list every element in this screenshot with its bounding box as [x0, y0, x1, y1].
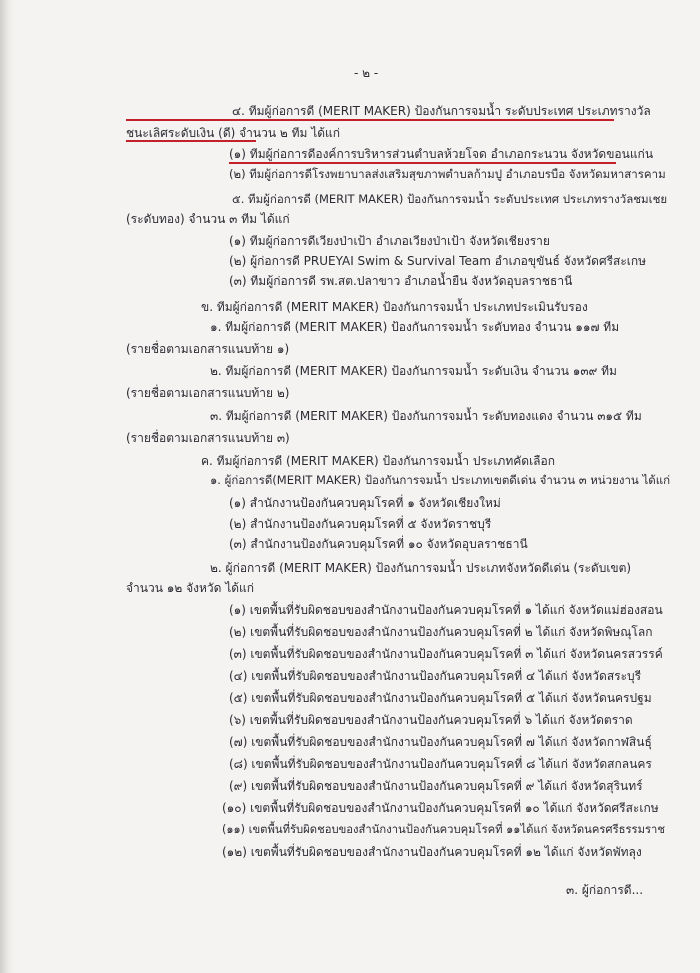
attachment-note: (รายชื่อตามเอกสารแนบท้าย ๒) — [126, 386, 290, 400]
list-item: (๘) เขตพื้นที่รับผิดชอบของสำนักงานป้องกันควบคุมโรคที่ ๘ ได้แก่ จังหวัดสกลนคร — [229, 757, 652, 771]
list-item: (๑) ทีมผู้ก่อการดีเวียงป่าเป้า อำเภอเวียงป่าเป้า จังหวัดเชียงราย — [229, 234, 550, 248]
red-underline-1 — [126, 119, 614, 121]
red-underline-2 — [126, 140, 256, 142]
list-item: (๔) เขตพื้นที่รับผิดชอบของสำนักงานป้องกันควบคุมโรคที่ ๔ ได้แก่ จังหวัดสระบุรี — [229, 669, 642, 683]
list-item: (๒) เขตพื้นที่รับผิดชอบของสำนักงานป้องกันควบคุมโรคที่ ๒ ได้แก่ จังหวัดพิษณุโลก — [229, 625, 653, 639]
section-b-heading: ข. ทีมผู้ก่อการดี (MERIT MAKER) ป้องกันการจมน้ำ ประเภทประเมินรับรอง — [201, 300, 588, 314]
item-5-heading-cont: (ระดับทอง) จำนวน ๓ ทีม ได้แก่ — [126, 212, 290, 226]
section-c-item: ๑. ผู้ก่อการดี(MERIT MAKER) ป้องกันการจมน้ำ ประเภทเขตดีเด่น จำนวน ๓ หน่วยงาน ได้แก่ — [210, 473, 671, 487]
continuation-marker: ๓. ผู้ก่อการดี... — [566, 883, 644, 897]
section-b-item: ๓. ทีมผู้ก่อการดี (MERIT MAKER) ป้องกันการจมน้ำ ระดับทองแดง จำนวน ๓๑๕ ทีม — [210, 409, 642, 423]
list-item: (๖) เขตพื้นที่รับผิดชอบของสำนักงานป้องกันควบคุมโรคที่ ๖ ได้แก่ จังหวัดตราด — [229, 713, 633, 727]
list-item: (๓) สำนักงานป้องกันควบคุมโรคที่ ๑๐ จังหวัดอุบลราชธานี — [229, 537, 528, 551]
list-item: (๒) สำนักงานป้องกันควบคุมโรคที่ ๕ จังหวัดราชบุรี — [229, 517, 492, 531]
section-b-item: ๒. ทีมผู้ก่อการดี (MERIT MAKER) ป้องกันการจมน้ำ ระดับเงิน จำนวน ๑๓๙ ทีม — [210, 364, 617, 378]
section-c-heading: ค. ทีมผู้ก่อการดี (MERIT MAKER) ป้องกันการจมน้ำ ประเภทคัดเลือก — [201, 454, 555, 468]
section-b-item: ๑. ทีมผู้ก่อการดี (MERIT MAKER) ป้องกันการจมน้ำ ระดับทอง จำนวน ๑๑๗ ทีม — [210, 320, 620, 334]
list-item: (๒) ทีมผู้ก่อการดีโรงพยาบาลส่งเสริมสุขภาพตำบลก้ามปู อำเภอบรบือ จังหวัดมหาสารคาม — [229, 167, 666, 181]
list-item: (๑๐) เขตพื้นที่รับผิดชอบของสำนักงานป้องกันควบคุมโรคที่ ๑๐ ได้แก่ จังหวัดศรีสะเกษ — [222, 801, 659, 815]
list-item: (๓) ทีมผู้ก่อการดี รพ.สต.ปลาขาว อำเภอน้ำยืน จังหวัดอุบลราชธานี — [229, 274, 573, 288]
list-item: (๙) เขตพื้นที่รับผิดชอบของสำนักงานป้องกันควบคุมโรคที่ ๙ ได้แก่ จังหวัดสุรินทร์ — [229, 779, 643, 793]
list-item: (๒) ผู้ก่อการดี PRUEYAI Swim & Survival Team อำเภอขุขันธ์ จังหวัดศรีสะเกษ — [229, 254, 647, 268]
attachment-note: (รายชื่อตามเอกสารแนบท้าย ๓) — [126, 431, 290, 445]
item-5-heading: ๕. ทีมผู้ก่อการดี (MERIT MAKER) ป้องกันการจมน้ำ ระดับประเทศ ประเภทรางวัลชมเชย — [232, 192, 668, 206]
page-number: - ๒ - — [354, 66, 379, 80]
list-item: (๑) สำนักงานป้องกันควบคุมโรคที่ ๑ จังหวัดเชียงใหม่ — [229, 496, 501, 510]
item-4-heading: ๔. ทีมผู้ก่อการดี (MERIT MAKER) ป้องกันการจมน้ำ ระดับประเทศ ประเภทรางวัล — [232, 104, 651, 118]
list-item: (๑๒) เขตพื้นที่รับผิดชอบของสำนักงานป้องกันควบคุมโรคที่ ๑๒ ได้แก่ จังหวัดพัทลุง — [222, 845, 642, 859]
list-item: (๓) เขตพื้นที่รับผิดชอบของสำนักงานป้องกันควบคุมโรคที่ ๓ ได้แก่ จังหวัดนครสวรรค์ — [229, 647, 663, 661]
list-item: (๑) เขตพื้นที่รับผิดชอบของสำนักงานป้องกันควบคุมโรคที่ ๑ ได้แก่ จังหวัดแม่ฮ่องสอน — [229, 603, 663, 617]
section-c-item-cont: จำนวน ๑๒ จังหวัด ได้แก่ — [126, 581, 255, 595]
list-item: (๑๑) เขตพื้นที่รับผิดชอบของสำนักงานป้องกันควบคุมโรคที่ ๑๑ได้แก่ จังหวัดนครศรีธรรมราช — [222, 823, 665, 836]
red-underline-3 — [229, 162, 616, 164]
attachment-note: (รายชื่อตามเอกสารแนบท้าย ๑) — [126, 342, 290, 356]
section-c-item: ๒. ผู้ก่อการดี (MERIT MAKER) ป้องกันการจมน้ำ ประเภทจังหวัดดีเด่น (ระดับเขต) — [210, 561, 632, 575]
list-item: (๑) ทีมผู้ก่อการดีองค์การบริหารส่วนตำบลห้วยโจด อำเภอกระนวน จังหวัดขอนแก่น — [229, 147, 654, 161]
page-shadow-edge — [0, 0, 14, 973]
list-item: (๕) เขตพื้นที่รับผิดชอบของสำนักงานป้องกันควบคุมโรคที่ ๕ ได้แก่ จังหวัดนครปฐม — [229, 691, 652, 705]
item-4-heading-cont: ชนะเลิศระดับเงิน (ดี) จำนวน ๒ ทีม ได้แก่ — [126, 126, 341, 140]
list-item: (๗) เขตพื้นที่รับผิดชอบของสำนักงานป้องกันควบคุมโรคที่ ๗ ได้แก่ จังหวัดกาฬสินธุ์ — [229, 735, 652, 749]
